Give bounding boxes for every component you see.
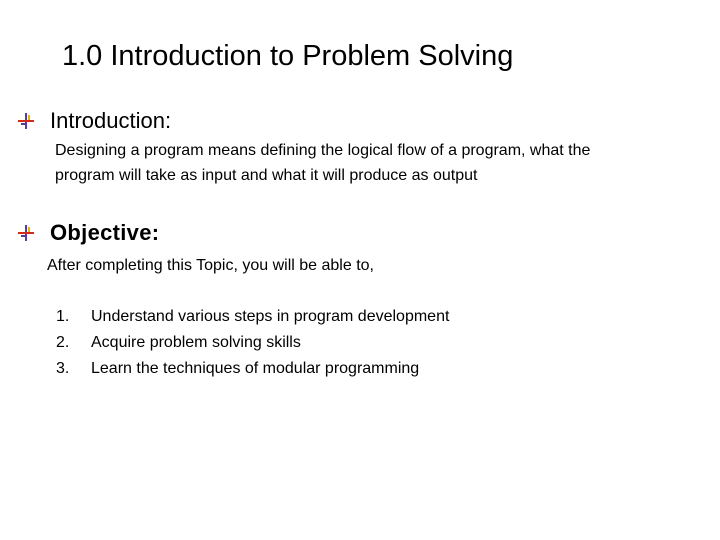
introduction-line: Designing a program means defining the logical flow of a program, what the xyxy=(55,142,591,159)
objective-lead-text: After completing this Topic, you will be able to, xyxy=(47,257,374,274)
objective-heading: Objective: xyxy=(50,220,160,245)
introduction-text xyxy=(55,138,590,188)
list-item-number: 3. xyxy=(56,360,70,377)
slide-title: 1.0 Introduction to Problem Solving xyxy=(62,40,514,72)
list-item-text: Understand various steps in program development xyxy=(91,308,450,325)
objective-list xyxy=(56,304,449,382)
objective-list-item xyxy=(56,356,449,382)
sparkle-bullet-icon xyxy=(18,113,34,129)
objective-list-item xyxy=(56,330,449,356)
introduction-line: program will take as input and what it will produce as output xyxy=(55,167,478,184)
sparkle-bullet-icon xyxy=(18,225,34,241)
list-item-number: 2. xyxy=(56,334,70,351)
list-item-number: 1. xyxy=(56,308,70,325)
objective-list-item xyxy=(56,304,449,330)
list-item-text: Learn the techniques of modular programming xyxy=(91,360,420,377)
list-item-text: Acquire problem solving skills xyxy=(91,334,301,351)
introduction-heading: Introduction: xyxy=(50,108,172,133)
